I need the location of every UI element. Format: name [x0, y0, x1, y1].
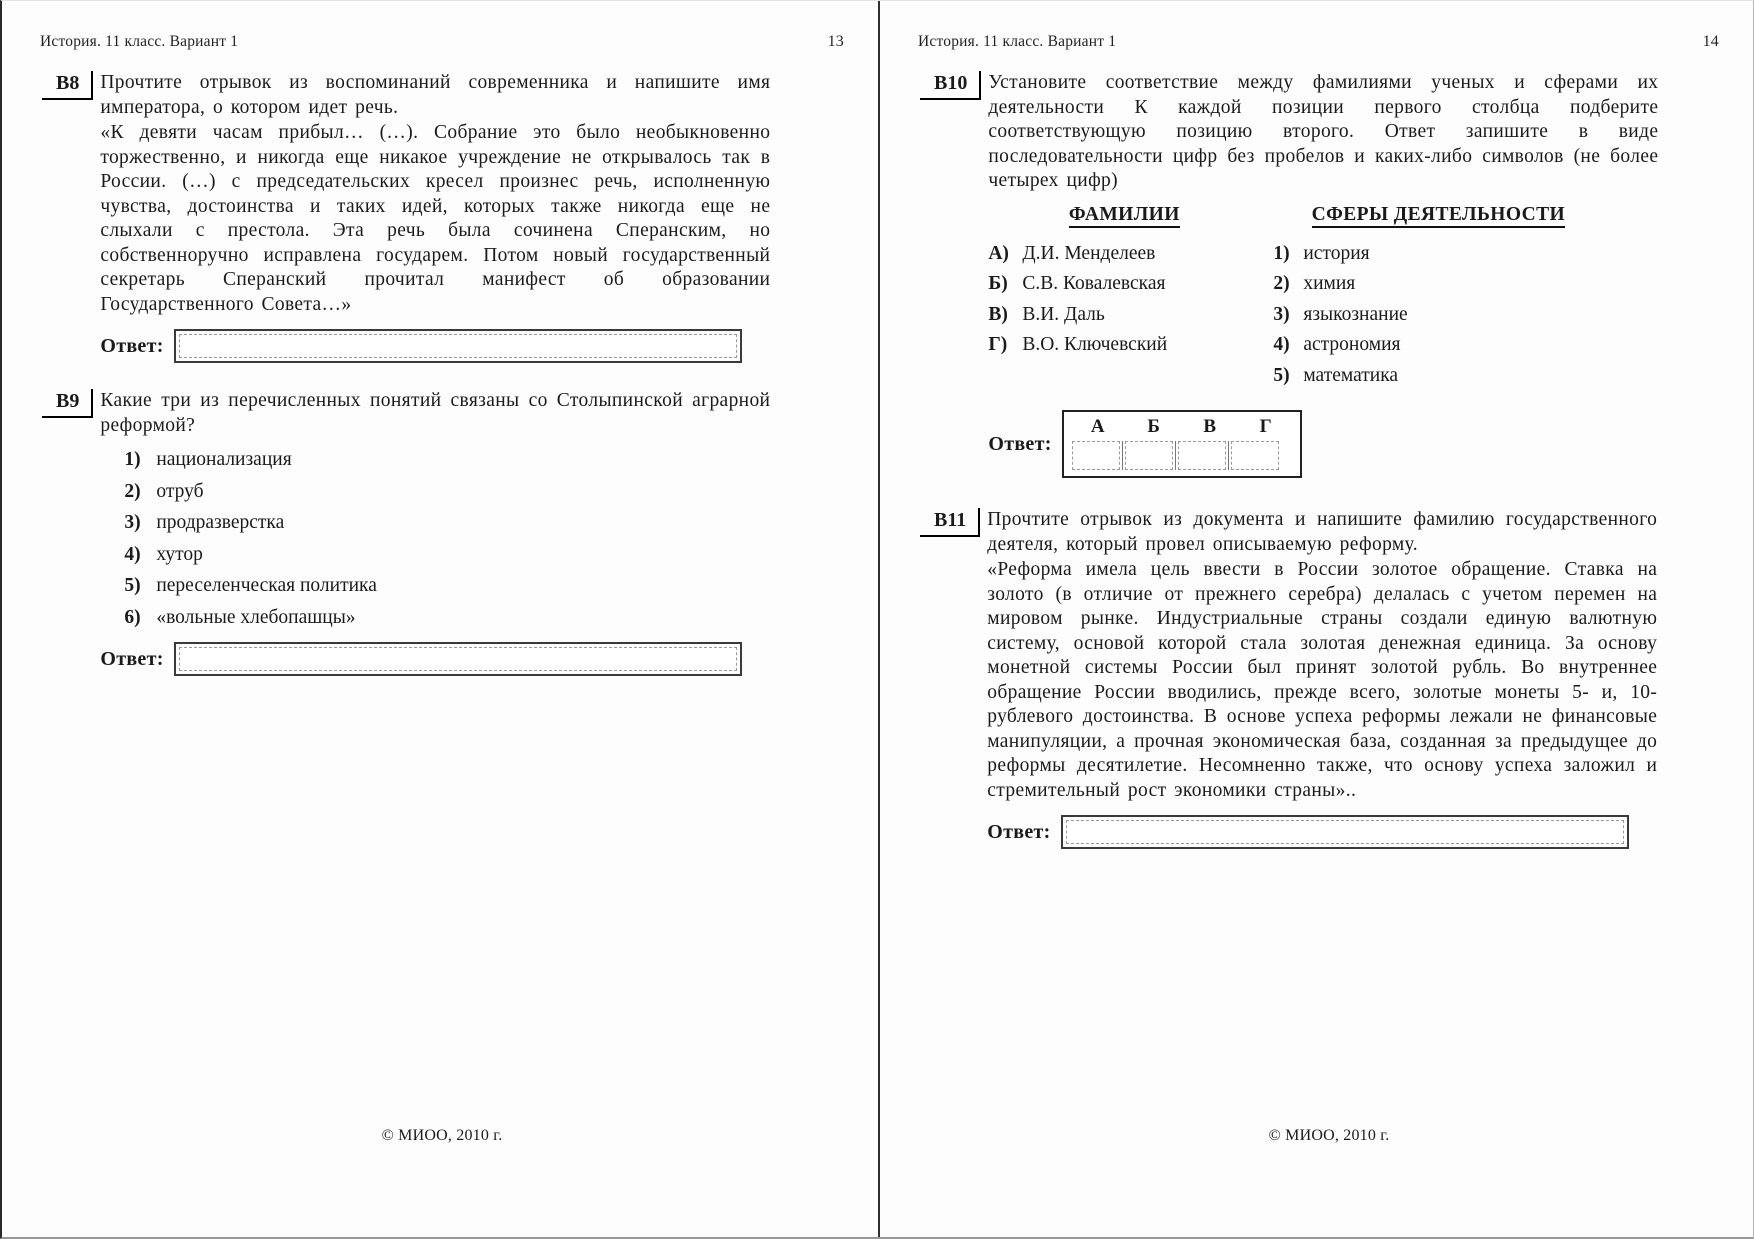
question-b11 — [880, 508, 1753, 849]
option-6 — [124, 606, 770, 631]
page-13 — [2, 1, 880, 1237]
question-b11-body — [987, 508, 1657, 849]
answer-cell-a — [1070, 441, 1122, 470]
option-text: продразверстка — [156, 512, 285, 533]
question-b9-body — [100, 389, 770, 676]
option-2 — [124, 480, 770, 505]
item-text: химия — [1303, 273, 1356, 294]
option-5 — [124, 574, 770, 599]
surnames-column — [988, 236, 1260, 395]
item-text: история — [1303, 242, 1370, 264]
answer-cell-b — [1122, 441, 1175, 470]
sphere-item — [1273, 364, 1603, 389]
column-letter-a: А — [1090, 416, 1105, 437]
question-b8-answer-field[interactable] — [174, 329, 743, 363]
question-b9-label: В9 — [42, 389, 93, 418]
answer-field-inner[interactable] — [179, 647, 738, 671]
question-b8-body — [100, 71, 770, 363]
question-b9-options — [100, 448, 770, 630]
option-number: 6) — [124, 606, 141, 628]
answer-cell-g-field[interactable] — [1231, 441, 1279, 470]
page-14 — [880, 1, 1753, 1237]
column-letter-g: Г — [1259, 416, 1272, 437]
item-number: 2) — [1273, 273, 1290, 294]
page-header — [40, 33, 844, 51]
option-text: переселенческая политика — [156, 575, 377, 596]
option-number: 5) — [124, 575, 141, 596]
item-text: математика — [1303, 364, 1399, 386]
question-b8-prompt: Прочтите отрывок из воспоминаний современника и напишите имя императора, о котором идет речь. — [100, 72, 771, 118]
sphere-item — [1273, 242, 1603, 267]
question-b9 — [2, 389, 878, 676]
question-b8-answer-row — [100, 329, 770, 363]
item-number: 3) — [1273, 303, 1290, 325]
item-text: астрономия — [1303, 334, 1401, 355]
item-text: языкознание — [1303, 303, 1408, 325]
item-number: 1) — [1273, 242, 1290, 264]
answer-label: Ответ: — [987, 820, 1051, 843]
item-letter: В) — [988, 303, 1008, 325]
sphere-item — [1273, 333, 1603, 358]
column-letter-v: В — [1203, 416, 1217, 437]
item-text: В.О. Ключевский — [1022, 334, 1168, 355]
answer-cell-a-field[interactable] — [1072, 441, 1120, 470]
surname-item — [988, 272, 1260, 297]
question-b10-label: В10 — [920, 71, 981, 100]
matching-headers — [988, 204, 1658, 226]
col1-header: ФАМИЛИИ — [988, 204, 1260, 226]
question-b10-answer-row — [988, 410, 1658, 478]
question-b9-answer-field[interactable] — [174, 642, 743, 676]
option-number: 3) — [124, 512, 141, 533]
option-number: 1) — [124, 449, 141, 470]
option-1 — [124, 448, 770, 473]
answer-field-inner[interactable] — [1066, 820, 1625, 844]
option-text: «вольные хлебопашцы» — [156, 606, 356, 628]
answer-cell-b-field[interactable] — [1125, 441, 1173, 470]
running-title: История. 11 класс. Вариант 1 — [918, 33, 1117, 50]
question-b11-answer-field[interactable] — [1061, 815, 1630, 849]
item-number: 5) — [1273, 364, 1290, 386]
answer-cell-g — [1228, 441, 1281, 470]
option-4 — [124, 543, 770, 568]
answer-label: Ответ: — [100, 334, 164, 357]
answer-field-inner[interactable] — [179, 334, 738, 358]
question-b11-quote: «Реформа имела цель ввести в России золотое обращение. Ставка на золото (в отличие от прежнего серебра) делалась с учетом перемен на мировом рынке. Индустриальные страны создали единую валютную систему, основой которой стала золотая денежная единица. За основу монетной системы России был принят золотой рубль. Во внутреннее обращение России вводились, прежде всего, золотые монеты 5- и, 10-рублевого достоинства. В основе успеха реформы лежали не финансовые манипуляции, а прочная экономическая база, созданная за предыдущее до реформы десятилетие. Несомненно также, что основу успеха заложил и стремительный рост экономики страны».. — [987, 559, 1658, 801]
surname-item — [988, 242, 1260, 267]
item-letter: Г) — [988, 334, 1008, 355]
column-letter-b: Б — [1147, 416, 1160, 437]
option-text: хутор — [156, 543, 203, 565]
item-text: В.И. Даль — [1022, 303, 1105, 325]
question-b10-body — [988, 71, 1658, 478]
copyright-footer: © МИОО, 2010 г. — [1268, 1127, 1390, 1144]
question-b9-prompt: Какие три из перечисленных понятий связаны со Столыпинской аграрной реформой? — [100, 390, 771, 436]
option-text: отруб — [156, 480, 204, 502]
page-number: 13 — [827, 33, 844, 50]
question-b8 — [2, 71, 878, 363]
option-3 — [124, 511, 770, 536]
col2-header: СФЕРЫ ДЕЯТЕЛЬНОСТИ — [1273, 204, 1603, 226]
question-b9-answer-row — [100, 642, 770, 676]
spheres-column — [1273, 236, 1603, 395]
question-b10-answer-grid — [1062, 410, 1302, 478]
sphere-item — [1273, 272, 1603, 297]
question-b8-quote: «К девяти часам прибыл… (…). Собрание это было необыкновенно торжественно, и никогда еще никакое учреждение не открывалось так в России. (…) с председательских кресел произнес речь, исполненную чувства, достоинства и таких идей, которых также никогда еще не слыхали с престола. Эта речь была сочинена Сперанским, но собственноручно исправлена государем. Потом новый государственный секретарь Сперанский прочитал манифест об образовании Государственного Совета…» — [100, 122, 771, 315]
matching-lists — [988, 236, 1658, 395]
question-b11-answer-row — [987, 815, 1657, 849]
question-b10-prompt: Установите соответствие между фамилиями ученых и сферами их деятельности К каждой позиции первого столбца подберите соответствующую позицию второго. Ответ запишите в виде последовательности цифр без пробелов и каких-либо символов (не более четырех цифр) — [988, 72, 1659, 191]
item-letter: А) — [988, 242, 1009, 264]
question-b11-prompt: Прочтите отрывок из документа и напишите фамилию государственного деятеля, который провел описываемую реформу. — [987, 509, 1658, 555]
item-number: 4) — [1273, 334, 1290, 355]
answer-cell-v — [1175, 441, 1228, 470]
answer-label: Ответ: — [988, 432, 1052, 455]
question-b10 — [880, 71, 1753, 478]
option-number: 2) — [124, 480, 141, 502]
answer-label: Ответ: — [100, 647, 164, 670]
answer-grid-cells — [1070, 441, 1294, 470]
surname-item — [988, 303, 1260, 328]
running-title: История. 11 класс. Вариант 1 — [40, 33, 239, 50]
option-number: 4) — [124, 543, 141, 565]
copyright-footer: © МИОО, 2010 г. — [381, 1127, 503, 1144]
page-number: 14 — [1702, 33, 1719, 50]
item-text: Д.И. Менделеев — [1022, 242, 1156, 264]
option-text: национализация — [156, 449, 292, 470]
item-letter: Б) — [988, 273, 1008, 294]
sphere-item — [1273, 303, 1603, 328]
question-b8-label: В8 — [42, 71, 93, 100]
page-header — [918, 33, 1719, 51]
answer-grid-letters — [1070, 415, 1294, 441]
item-text: С.В. Ковалевская — [1022, 273, 1166, 294]
answer-cell-v-field[interactable] — [1178, 441, 1226, 470]
question-b11-label: В11 — [920, 508, 980, 537]
surname-item — [988, 333, 1260, 358]
matching-table — [988, 204, 1658, 395]
